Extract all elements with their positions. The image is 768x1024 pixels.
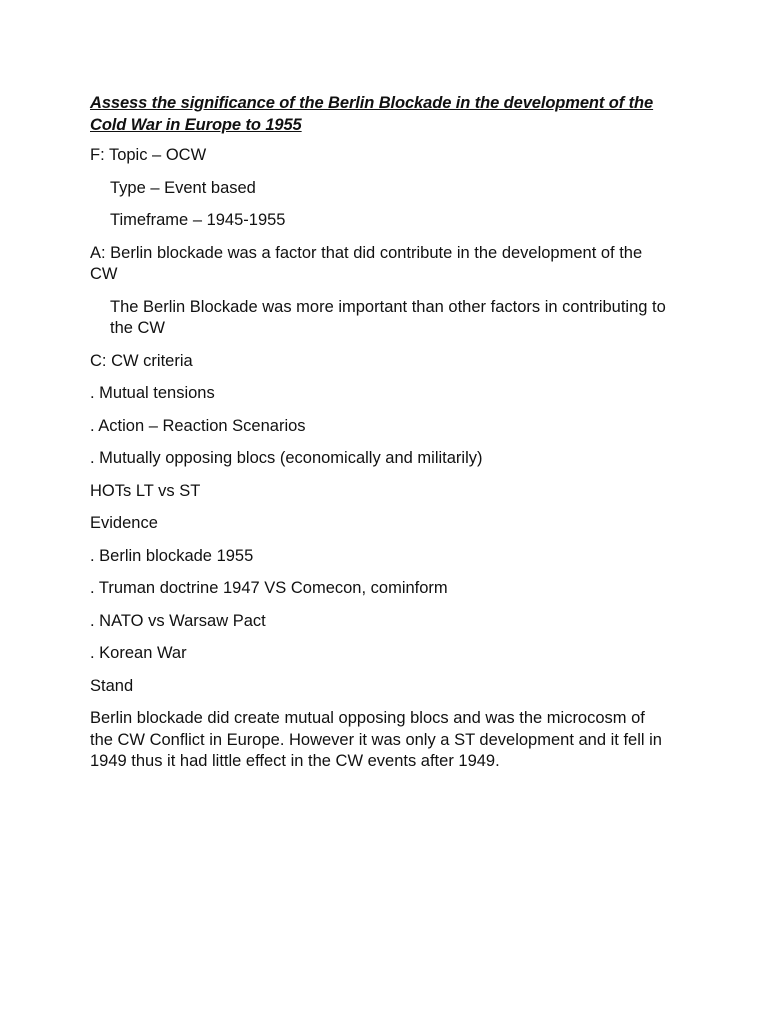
focus-timeframe: Timeframe – 1945-1955: [110, 211, 286, 229]
criteria-item: . Mutual tensions: [90, 384, 215, 402]
criteria-item: . Mutually opposing blocs (economically and militarily): [90, 449, 483, 467]
evidence-item: . Truman doctrine 1947 VS Comecon, cominform: [90, 579, 448, 597]
document-title: Assess the significance of the Berlin Blockade in the development of the Cold War in Europe to 1955: [90, 94, 654, 134]
evidence-heading: Evidence: [90, 514, 158, 532]
hots-line: HOTs LT vs ST: [90, 481, 201, 500]
argument-line-1: A: Berlin blockade was a factor that did contribute in the development of the CW: [90, 243, 643, 283]
evidence-item: . Berlin blockade 1955: [90, 546, 254, 565]
criteria-heading: C: CW criteria: [90, 351, 193, 370]
stand-text: Berlin blockade did create mutual opposing blocs and was the microcosm of the CW Conflict in Europe. However it was only a ST development and it fell in 1949 thus it had little effect in the CW events after 1949.: [90, 709, 662, 770]
document-body: [90, 93, 690, 784]
evidence-item: . Korean War: [90, 644, 187, 662]
argument-line-2: [90, 297, 670, 340]
stand-heading: Stand: [90, 676, 134, 695]
focus-type: Type – Event based: [110, 178, 256, 197]
argument-line-2-text: The Berlin Blockade was more important than other factors in contributing to the CW: [110, 297, 666, 337]
focus-topic: F: Topic – OCW: [90, 146, 207, 164]
criteria-item: . Action – Reaction Scenarios: [90, 416, 306, 435]
evidence-item: . NATO vs Warsaw Pact: [90, 611, 266, 630]
